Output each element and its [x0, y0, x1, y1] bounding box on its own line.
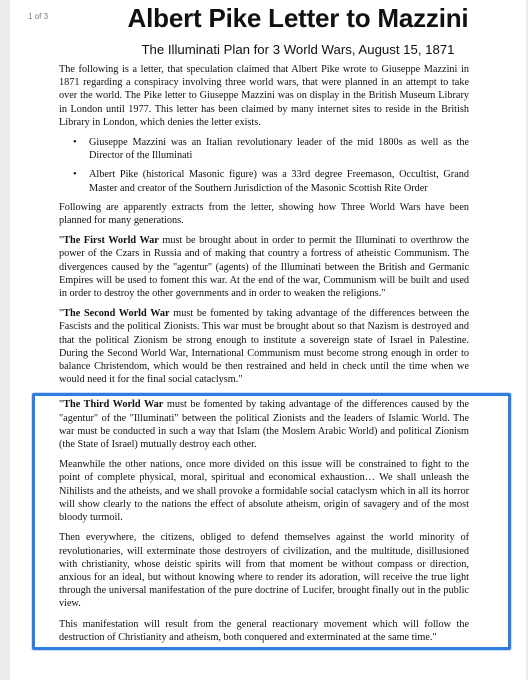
meanwhile-paragraph: Meanwhile the other nations, once more divided on this issue will be constrained to fight to the point of complete physical, moral, spiritual and economical exhaustion… We shall unleash the Nihilists and the atheists, and we shall provoke a formidable social cataclysm which in all its horror will show clearly to the nations the effect of absolute atheism, origin of savagery and of the most bloody turmoil.	[59, 459, 469, 524]
quote-mark: "	[59, 308, 64, 320]
document-body	[59, 63, 469, 651]
bullet-list	[59, 136, 469, 195]
intro-paragraph: The following is a letter, that speculation claimed that Albert Pike wrote to Giuseppe Mazzini in 1871 regarding a conspiracy involving three world wars, that were planned in an attempt to take over the world. The Pike letter to Giuseppe Mazzini was on display in the British Museum Library in London until 1977. This letter has been claimed by many internet sites to reside in the British Library in London, which denies the letter exists.	[59, 64, 469, 128]
third-world-war-text: must be fomented by taking advantage of the differences caused by the "agentur" of the "Illuminati" between the political Zionists and the leaders of Islamic World. The war must be conducted in such a way that Islam (the Moslem Arabic World) and political Zionism (the State of Israel) mutually destroy each other.	[59, 399, 469, 451]
then-everywhere-paragraph: Then everywhere, the citizens, obliged to defend themselves against the world minority of revolutionaries, will exterminate those destroyers of civilization, and the multitude, disillusioned with christianity, whose deistic spirits will from that moment be without compass or direction, anxious for an ideal, but without knowing where to render its adoration, will receive the true light through the universal manifestation of the pure doctrine of Lucifer, brought finally out in the public view.	[59, 532, 469, 610]
second-world-war-text: must be fomented by taking advantage of the differences between the Fascists and the political Zionists. This war must be brought about so that Nazism is destroyed and that the political Zionism be strong enough to institute a sovereign state of Israel in Palestine. During the Second World War, International Communism must become strong enough in order to balance Christendom, which would be then restrained and held in check until the time when we would need it for the final social cataclysm."	[59, 308, 469, 386]
bullet-mazzini: • Giuseppe Mazzini was an Italian revolutionary leader of the mid 1800s as well as the Director of the Illuminati	[89, 136, 469, 162]
third-world-war-heading: The Third World War	[63, 399, 164, 411]
quote-mark: "	[59, 399, 64, 411]
first-world-war-heading: The First World War	[63, 235, 159, 247]
first-world-war-paragraph	[59, 234, 469, 300]
document-subtitle: The Illuminati Plan for 3 World Wars, August 15, 1871	[141, 42, 455, 57]
document-title: Albert Pike Letter to Mazzini	[127, 3, 469, 33]
following-paragraph: Following are apparently extracts from the letter, showing how Three World Wars have been planned for many generations.	[59, 201, 469, 227]
second-world-war-paragraph	[59, 307, 469, 386]
second-world-war-heading: The Second World War	[63, 308, 170, 320]
quote-mark: "	[59, 235, 64, 247]
bullet-pike: • Albert Pike (historical Masonic figure) was a 33rd degree Freemason, Occultist, Grand Master and creator of the Southern Jurisdiction of the Masonic Scottish Rite Order	[89, 168, 469, 194]
manifestation-paragraph: This manifestation will result from the general reactionary movement which will follow the destruction of Christianity and atheism, both conquered and exterminated at the same time."	[59, 618, 469, 643]
first-world-war-text: must be brought about in order to permit the Illuminati to overthrow the power of the Czars in Russia and of making that country a fortress of atheistic Communism. The divergences caused by the "agentur" (agents) of the Illuminati between the British and Germanic Empires will be used to foment this war. At the end of the war, Communism will be built and used in order to destroy the other governments and in order to weaken the religions."	[59, 235, 469, 300]
page-indicator: 1 of 3	[28, 12, 49, 21]
third-world-war-paragraph	[59, 398, 469, 451]
